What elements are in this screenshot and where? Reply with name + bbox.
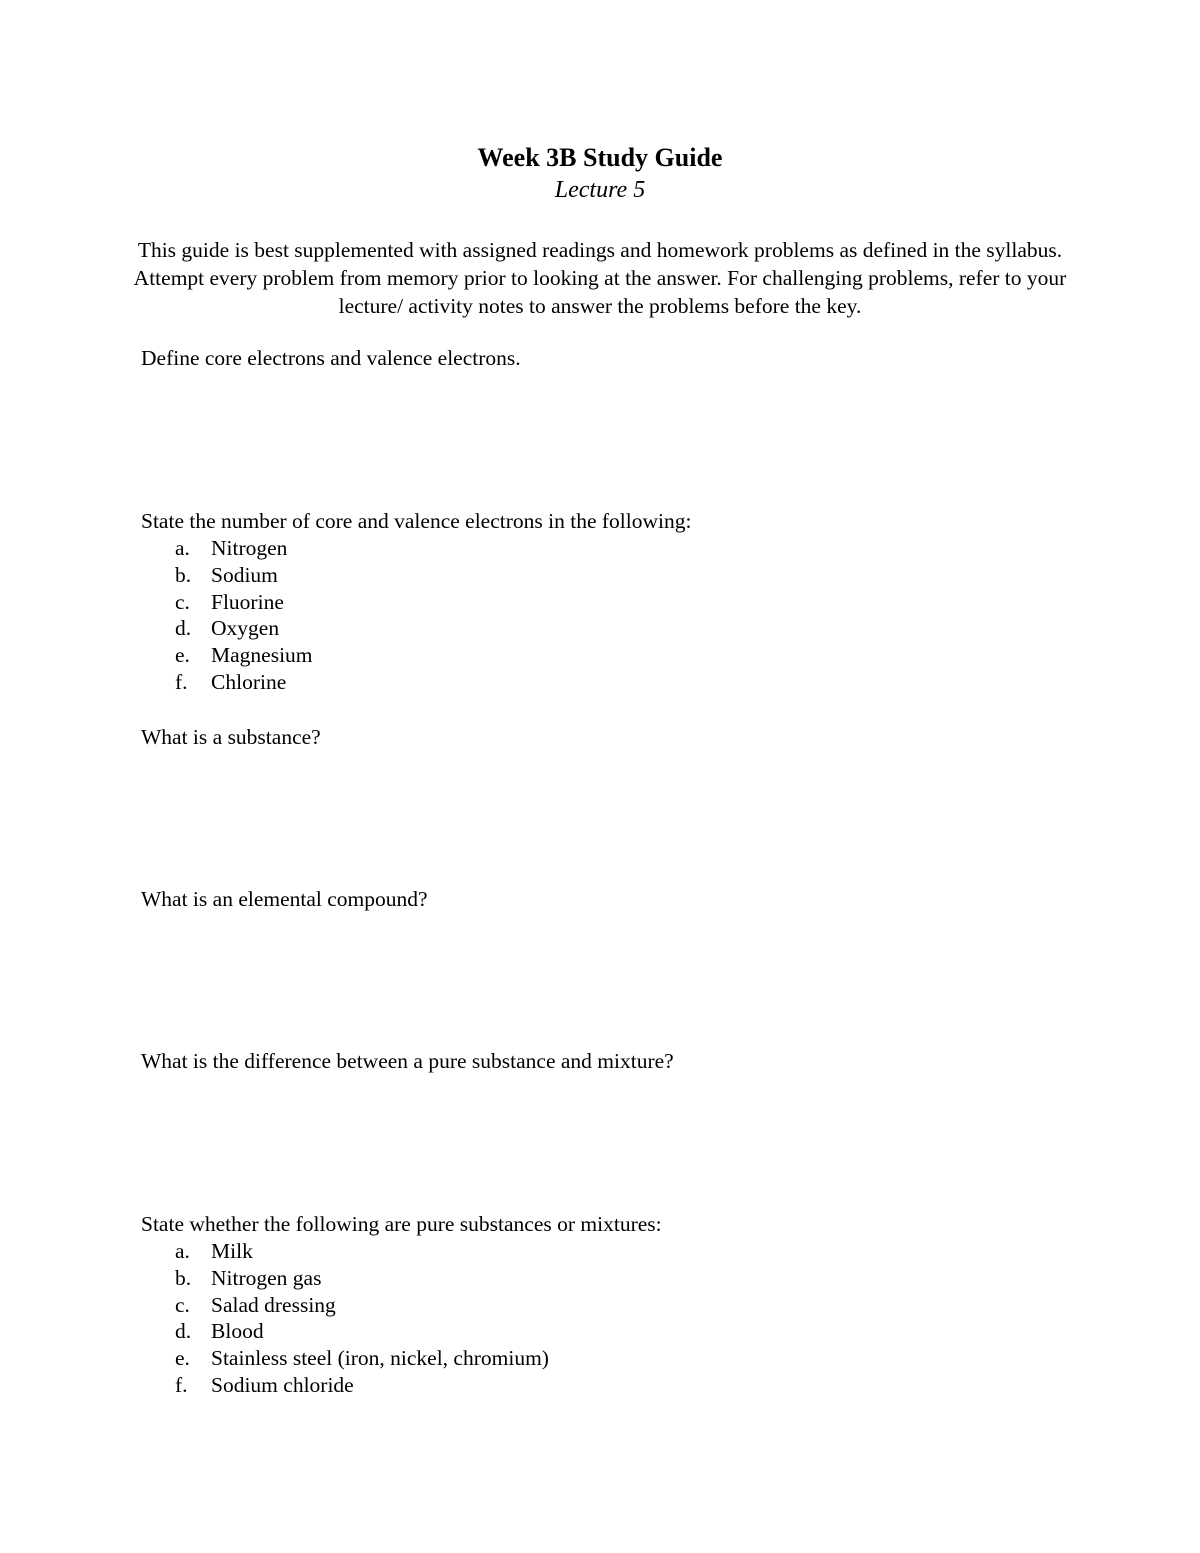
list-marker: e. bbox=[175, 1346, 190, 1371]
list-marker: c. bbox=[175, 1292, 190, 1317]
list-item-text: Oxygen bbox=[211, 616, 280, 641]
list-marker: b. bbox=[175, 562, 192, 587]
list-item-text: Nitrogen gas bbox=[211, 1265, 322, 1290]
list-marker: b. bbox=[175, 1265, 192, 1290]
list-item bbox=[141, 669, 313, 696]
list-marker: f. bbox=[175, 669, 188, 694]
list-item bbox=[141, 589, 313, 616]
list-item-text: Fluorine bbox=[211, 589, 284, 614]
list-item-text: Sodium chloride bbox=[211, 1372, 354, 1397]
question-elemental-compound: What is an elemental compound? bbox=[141, 887, 428, 911]
list-item bbox=[141, 1345, 549, 1372]
question-substance: What is a substance? bbox=[141, 725, 321, 749]
list-item bbox=[141, 1318, 549, 1345]
list-item bbox=[141, 1238, 549, 1265]
element-list bbox=[141, 535, 313, 696]
list-item bbox=[141, 1372, 549, 1399]
list-item-text: Magnesium bbox=[211, 643, 313, 668]
list-item-text: Stainless steel (iron, nickel, chromium) bbox=[211, 1346, 549, 1371]
list-item bbox=[141, 535, 313, 562]
list-item-text: Sodium bbox=[211, 562, 278, 587]
list-item bbox=[141, 562, 313, 589]
substance-list bbox=[141, 1238, 549, 1399]
list-item-text: Chlorine bbox=[211, 669, 287, 694]
question-core-valence-definition: Define core electrons and valence electrons. bbox=[141, 346, 521, 370]
question-pure-vs-mixture: What is the difference between a pure substance and mixture? bbox=[141, 1049, 674, 1073]
list-marker: a. bbox=[175, 1239, 190, 1263]
list-marker: d. bbox=[175, 616, 192, 641]
list-marker: e. bbox=[175, 643, 190, 668]
list-item bbox=[141, 615, 313, 642]
list-marker: d. bbox=[175, 1319, 192, 1344]
list-marker: a. bbox=[175, 536, 190, 560]
list-item-text: Milk bbox=[211, 1239, 253, 1263]
list-item-text: Nitrogen bbox=[211, 536, 288, 560]
question-core-valence-count: State the number of core and valence electrons in the following: bbox=[141, 509, 692, 533]
list-item bbox=[141, 1292, 549, 1319]
list-item bbox=[141, 1265, 549, 1292]
page-subtitle: Lecture 5 bbox=[554, 177, 646, 203]
list-item-text: Blood bbox=[211, 1319, 264, 1344]
intro-paragraph: This guide is best supplemented with assigned readings and homework problems as defined in the syllabus. Attempt every problem from memory prior to looking at the answer. For challenging problems, refer to your lecture/ activity notes to answer the problems before the key. bbox=[133, 238, 1067, 318]
list-item-text: Salad dressing bbox=[211, 1292, 336, 1317]
question-classify-mixtures: State whether the following are pure substances or mixtures: bbox=[141, 1212, 662, 1236]
list-marker: f. bbox=[175, 1372, 188, 1397]
list-marker: c. bbox=[175, 589, 190, 614]
page-title: Week 3B Study Guide bbox=[477, 143, 723, 172]
list-item bbox=[141, 642, 313, 669]
